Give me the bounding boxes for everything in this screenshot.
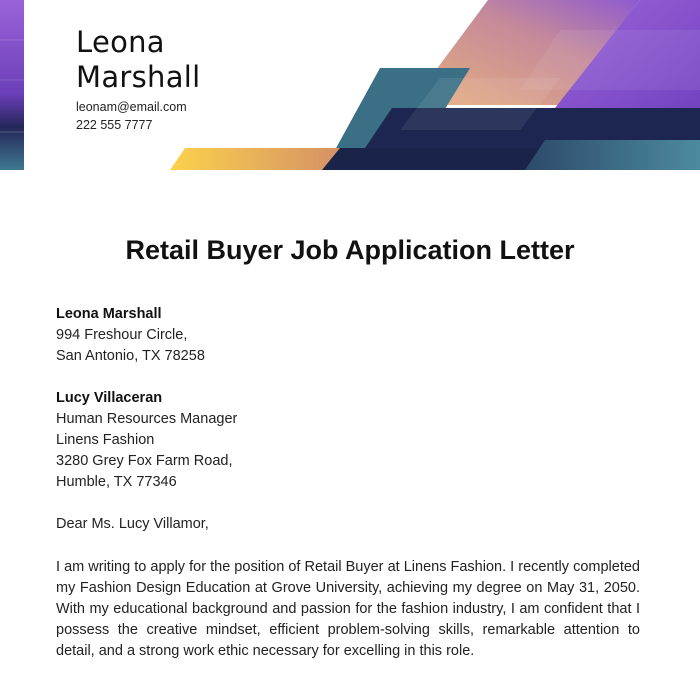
body-paragraph-1: I am writing to apply for the position of Retail Buyer at Linens Fashion. I recently completed my Fashion Design Education at Grove University, achieving my degree on May 31, 2050. With my educational background and passion for the fashion industry, I am confident that I possess the creative mindset, efficient problem-solving skills, remarkable attention to detail, and a strong work ethic necessary for excelling in this role. — [56, 559, 640, 659]
sender-email: leonam@email.com — [76, 100, 187, 114]
recipient-address-line2: Humble, TX 77346 — [56, 474, 177, 490]
teal-lower-band — [525, 140, 700, 170]
letterhead — [0, 0, 700, 170]
sender-full-name: Leona Marshall — [56, 306, 162, 322]
recipient-address-line1: 3280 Grey Fox Farm Road, — [56, 453, 233, 469]
recipient-position: Human Resources Manager — [56, 411, 238, 427]
document-title: Retail Buyer Job Application Letter — [125, 235, 575, 265]
navy-lower-band — [322, 148, 545, 170]
left-color-strip — [0, 0, 24, 170]
sender-address-line2: San Antonio, TX 78258 — [56, 348, 205, 364]
sender-phone: 222 555 7777 — [76, 118, 153, 132]
sender-first-name: Leona — [76, 25, 165, 59]
sender-address-block — [56, 304, 205, 367]
salutation: Dear Ms. Lucy Villamor, — [56, 516, 209, 532]
recipient-company: Linens Fashion — [56, 432, 155, 448]
recipient-address-block — [56, 388, 237, 493]
sender-name-heading — [76, 25, 201, 95]
sender-last-name: Marshall — [76, 60, 201, 94]
sender-address-line1: 994 Freshour Circle, — [56, 327, 188, 343]
recipient-name: Lucy Villaceran — [56, 390, 163, 406]
sender-contact — [76, 98, 187, 134]
